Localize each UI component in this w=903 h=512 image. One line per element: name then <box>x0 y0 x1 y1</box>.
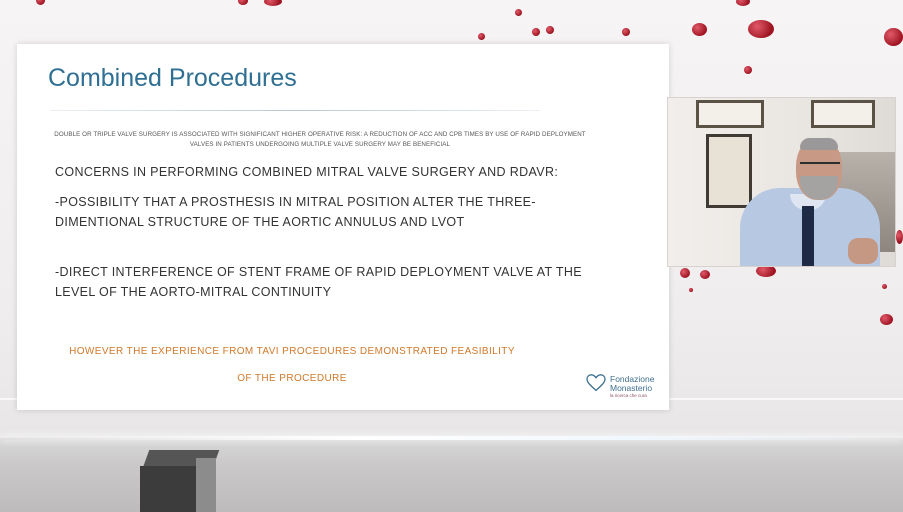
fondazione-monasterio-logo <box>586 374 666 402</box>
speaker-glasses <box>800 162 840 172</box>
decor-dot <box>238 0 248 5</box>
decor-dot <box>882 284 887 289</box>
logo-name-line-1: Fondazione <box>610 374 655 384</box>
slide-intro-text: DOUBLE OR TRIPLE VALVE SURGERY IS ASSOCIATED WITH SIGNIFICANT HIGHER OPERATIVE RISK: A REDUCTION OF ACC AND CPB TIMES BY USE OF RAPID DEPLOYMENT VALVES IN PATIENTS UNDERGOING MULTIPLE VALVE SURGERY MAY BE BENEFICIAL <box>54 131 586 148</box>
decor-dot <box>884 28 903 46</box>
decor-dot <box>692 23 707 36</box>
decor-dot <box>515 9 522 16</box>
speaker-hair <box>800 138 838 150</box>
decor-dot <box>880 314 893 325</box>
decor-dot <box>896 230 903 244</box>
decor-dot <box>748 20 774 38</box>
decor-dot <box>36 0 45 5</box>
wall-frame <box>696 100 764 128</box>
logo-name-line-2: Monasterio <box>610 383 653 393</box>
speaker-video <box>667 97 896 267</box>
podium-side <box>196 458 216 512</box>
conclusion-line-1: HOWEVER THE EXPERIENCE FROM TAVI PROCEDURES DEMONSTRATED FEASIBILITY <box>69 346 515 357</box>
stage-floor <box>0 438 903 512</box>
presentation-slide <box>17 44 669 410</box>
decor-dot <box>622 28 630 36</box>
decor-dot <box>689 288 693 292</box>
logo-tagline: la ricerca che cura <box>610 393 647 398</box>
decor-dot <box>532 28 540 36</box>
slide-title: Combined Procedures <box>48 64 297 92</box>
title-divider <box>50 110 540 111</box>
conclusion-line-2: OF THE PROCEDURE <box>237 373 347 384</box>
speaker-tie <box>802 206 814 266</box>
concern-point-1: -POSSIBILITY THAT A PROSTHESIS IN MITRAL POSITION ALTER THE THREE-DIMENTIONAL STRUCTURE OF THE AORTIC ANNULUS AND LVOT <box>55 195 536 229</box>
decor-dot <box>744 66 752 74</box>
decor-dot <box>700 270 710 279</box>
speaker-hand <box>848 238 878 264</box>
stage-light-line <box>0 436 903 440</box>
heart-icon <box>586 374 606 392</box>
podium <box>140 466 196 512</box>
logo-name <box>610 375 654 393</box>
decor-dot <box>736 0 750 6</box>
concerns-heading: CONCERNS IN PERFORMING COMBINED MITRAL VALVE SURGERY AND RDAVR: <box>55 165 559 179</box>
wall-frame <box>706 134 752 208</box>
decor-dot <box>680 268 690 278</box>
decor-dot <box>478 33 485 40</box>
decor-dot <box>546 26 554 34</box>
concern-point-2: -DIRECT INTERFERENCE OF STENT FRAME OF RAPID DEPLOYMENT VALVE AT THE LEVEL OF THE AORTO-MITRAL CONTINUITY <box>55 265 582 299</box>
decor-dot <box>264 0 282 6</box>
wall-frame <box>811 100 875 128</box>
